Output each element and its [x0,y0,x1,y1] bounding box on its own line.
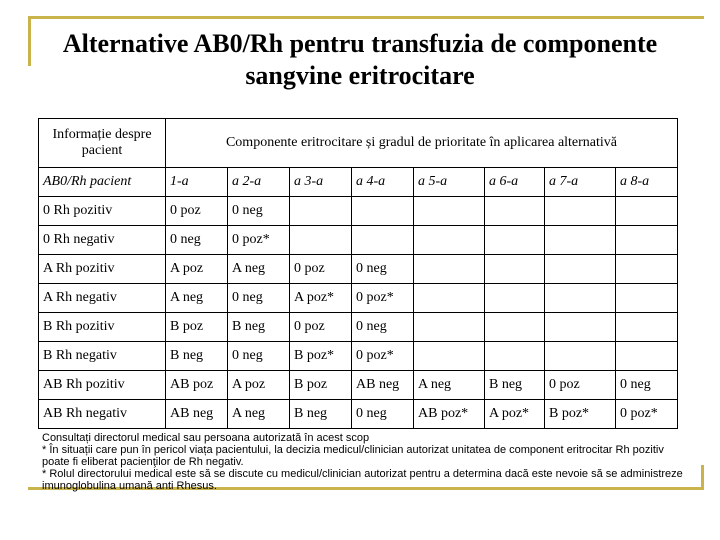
table-cell: 0 neg [616,371,678,400]
table-cell: 0 neg [228,342,290,371]
table-cell: B neg [166,342,228,371]
table-cell: 0 neg [352,313,414,342]
table-cell [485,226,545,255]
table-cell: 0 poz* [352,342,414,371]
table-cell: AB0/Rh pacient [39,168,166,197]
table-cell: A Rh negativ [39,284,166,313]
header-row [39,119,678,168]
table-cell [545,342,616,371]
table-cell: B poz* [545,400,616,429]
table-row [39,197,678,226]
frame-left-line [28,16,31,66]
table-cell [545,313,616,342]
table-cell: AB neg [352,371,414,400]
table-cell [485,284,545,313]
table-cell: B poz [290,371,352,400]
footnotes [42,432,692,492]
table-cell: a 6-a [485,168,545,197]
table-row [39,313,678,342]
table-cell [290,226,352,255]
table-cell: 0 poz [290,255,352,284]
table-row [39,255,678,284]
table-cell: 0 neg [352,255,414,284]
table-cell: 0 poz [290,313,352,342]
table-cell: 0 poz* [228,226,290,255]
table-cell: AB Rh pozitiv [39,371,166,400]
frame-top-line [28,16,704,19]
table-cell [545,284,616,313]
table-cell: B neg [290,400,352,429]
table-cell [545,226,616,255]
table-cell [616,226,678,255]
table-cell [616,284,678,313]
table-cell: B neg [228,313,290,342]
table-cell [414,342,485,371]
table-cell: AB neg [166,400,228,429]
table-cell: B Rh negativ [39,342,166,371]
table-cell: A neg [414,371,485,400]
table-cell: B poz [166,313,228,342]
table-cell: B Rh pozitiv [39,313,166,342]
table-cell: AB poz* [414,400,485,429]
table-cell: a 3-a [290,168,352,197]
table-cell: A poz* [485,400,545,429]
table-row [39,342,678,371]
table-cell [485,255,545,284]
table-cell: 0 Rh pozitiv [39,197,166,226]
table-cell: a 8-a [616,168,678,197]
table-cell: a 7-a [545,168,616,197]
footnote-2: * În situații care pun în pericol viața pacientului, la decizia medicul/clinician autorizat unitatea de component eritrocitar Rh pozitiv poate fi eliberat pacienţilor de Rh negativ. [42,444,664,468]
table-cell: 0 neg [228,284,290,313]
table-cell [616,255,678,284]
table-cell: a 4-a [352,168,414,197]
footnote-1: Consultați directorul medical sau persoana autorizată în acest scop [42,432,370,444]
table-cell: a 2-a [228,168,290,197]
table-cell: AB Rh negativ [39,400,166,429]
table-cell [616,313,678,342]
table-cell [414,226,485,255]
table-cell [545,197,616,226]
table-row [39,371,678,400]
table-cell [485,342,545,371]
table-cell [290,197,352,226]
table-cell: 0 poz [545,371,616,400]
table-cell: 0 neg [228,197,290,226]
table-cell: A poz* [290,284,352,313]
table-cell [414,197,485,226]
table-cell: A poz [228,371,290,400]
table-cell [414,255,485,284]
page-title: Alternative AB0/Rh pentru transfuzia de componente sangvine eritrocitare [62,29,658,90]
table-cell [485,197,545,226]
table-cell [545,255,616,284]
table-cell [616,197,678,226]
table-cell [352,197,414,226]
table-cell [485,313,545,342]
header-patient-info: Informație despre pacient [39,119,166,168]
table-cell: 0 poz [166,197,228,226]
table-row [39,284,678,313]
table-cell [414,313,485,342]
table-cell: A neg [228,400,290,429]
table-row [39,400,678,429]
table-cell: B neg [485,371,545,400]
table-cell: A neg [228,255,290,284]
table-cell: A Rh pozitiv [39,255,166,284]
table-row [39,226,678,255]
footnote-3: * Rolul directorului medical este să se discute cu medicul/clinician autorizat pentru a determina dacă este nevoie să se administreze imunoglobulina umană anti Rhesus. [42,468,683,492]
table-cell [616,342,678,371]
transfusion-table [38,118,678,429]
table-cell: a 5-a [414,168,485,197]
table-cell: 0 poz* [616,400,678,429]
table-cell: AB poz [166,371,228,400]
table-cell: 0 neg [352,400,414,429]
subheader-row [39,168,678,197]
table-cell: 0 Rh negativ [39,226,166,255]
table-cell: 0 poz* [352,284,414,313]
table-cell: 0 neg [166,226,228,255]
header-components: Componente eritrocitare și gradul de prioritate în aplicarea alternativă [166,119,678,168]
table-cell [352,226,414,255]
table-cell: B poz* [290,342,352,371]
table-body [39,119,678,429]
table-cell: A poz [166,255,228,284]
table-cell: A neg [166,284,228,313]
table-cell [414,284,485,313]
table-cell: 1-a [166,168,228,197]
